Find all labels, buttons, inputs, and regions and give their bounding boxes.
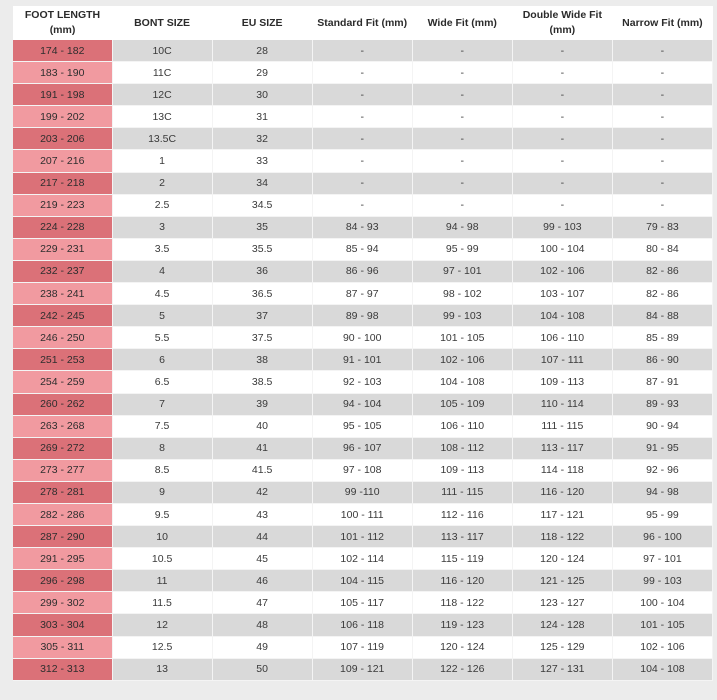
double-wide-fit-cell: 104 - 108 — [512, 305, 612, 327]
double-wide-fit-cell: 123 - 127 — [512, 592, 612, 614]
foot-length-cell: 246 - 250 — [13, 327, 112, 349]
eu-size-cell: 47 — [212, 592, 312, 614]
narrow-fit-cell: 95 - 99 — [612, 503, 712, 525]
foot-length-cell: 273 - 277 — [13, 459, 112, 481]
standard-fit-cell: 86 - 96 — [312, 260, 412, 282]
bont-size-cell: 7.5 — [112, 415, 212, 437]
foot-length-cell: 303 - 304 — [13, 614, 112, 636]
bont-size-cell: 3 — [112, 216, 212, 238]
narrow-fit-cell: 87 - 91 — [612, 371, 712, 393]
standard-fit-cell: 84 - 93 — [312, 216, 412, 238]
bont-size-cell: 3.5 — [112, 238, 212, 260]
foot-length-cell: 191 - 198 — [13, 84, 112, 106]
table-row — [13, 481, 713, 503]
wide-fit-cell: - — [412, 106, 512, 128]
standard-fit-cell: - — [312, 40, 412, 62]
bont-size-cell: 1 — [112, 150, 212, 172]
double-wide-fit-cell: - — [512, 62, 612, 84]
narrow-fit-cell: 100 - 104 — [612, 592, 712, 614]
foot-length-cell: 238 - 241 — [13, 283, 112, 305]
foot-length-cell: 229 - 231 — [13, 238, 112, 260]
eu-size-cell: 46 — [212, 570, 312, 592]
table-row — [13, 194, 713, 216]
table-header — [13, 6, 713, 40]
wide-fit-cell: 108 - 112 — [412, 437, 512, 459]
wide-fit-cell: 122 - 126 — [412, 658, 512, 680]
bont-size-cell: 11C — [112, 62, 212, 84]
wide-fit-cell: 118 - 122 — [412, 592, 512, 614]
table-row — [13, 62, 713, 84]
bont-size-cell: 6 — [112, 349, 212, 371]
table-row — [13, 327, 713, 349]
bont-size-cell: 5 — [112, 305, 212, 327]
bont-size-cell: 5.5 — [112, 327, 212, 349]
standard-fit-cell: - — [312, 128, 412, 150]
bont-size-cell: 13C — [112, 106, 212, 128]
narrow-fit-cell: 101 - 105 — [612, 614, 712, 636]
narrow-fit-cell: - — [612, 62, 712, 84]
double-wide-fit-cell: 125 - 129 — [512, 636, 612, 658]
foot-length-cell: 278 - 281 — [13, 481, 112, 503]
bont-size-cell: 8 — [112, 437, 212, 459]
eu-size-cell: 45 — [212, 548, 312, 570]
wide-fit-cell: 115 - 119 — [412, 548, 512, 570]
bont-size-cell: 6.5 — [112, 371, 212, 393]
double-wide-fit-cell: - — [512, 128, 612, 150]
bont-size-cell: 13.5C — [112, 128, 212, 150]
foot-length-cell: 174 - 182 — [13, 40, 112, 62]
table-row — [13, 371, 713, 393]
foot-length-cell: 299 - 302 — [13, 592, 112, 614]
wide-fit-cell: 112 - 116 — [412, 503, 512, 525]
foot-length-cell: 287 - 290 — [13, 526, 112, 548]
table-row — [13, 592, 713, 614]
bont-size-cell: 11.5 — [112, 592, 212, 614]
double-wide-fit-cell: - — [512, 84, 612, 106]
table-row — [13, 283, 713, 305]
table-row — [13, 437, 713, 459]
foot-length-cell: 305 - 311 — [13, 636, 112, 658]
bont-size-cell: 9 — [112, 481, 212, 503]
narrow-fit-cell: 90 - 94 — [612, 415, 712, 437]
table-row — [13, 658, 713, 680]
narrow-fit-cell: 96 - 100 — [612, 526, 712, 548]
wide-fit-cell: 98 - 102 — [412, 283, 512, 305]
table-row — [13, 349, 713, 371]
bont-size-cell: 2 — [112, 172, 212, 194]
table-row — [13, 503, 713, 525]
eu-size-cell: 38 — [212, 349, 312, 371]
table-row — [13, 305, 713, 327]
foot-length-cell: 291 - 295 — [13, 548, 112, 570]
standard-fit-cell: 96 - 107 — [312, 437, 412, 459]
size-chart-table — [13, 6, 713, 681]
table-row — [13, 614, 713, 636]
double-wide-fit-cell: 111 - 115 — [512, 415, 612, 437]
foot-length-cell: 254 - 259 — [13, 371, 112, 393]
foot-length-cell: 199 - 202 — [13, 106, 112, 128]
double-wide-fit-cell: 99 - 103 — [512, 216, 612, 238]
foot-length-cell: 203 - 206 — [13, 128, 112, 150]
narrow-fit-cell: 82 - 86 — [612, 260, 712, 282]
bont-size-cell: 10.5 — [112, 548, 212, 570]
foot-length-cell: 219 - 223 — [13, 194, 112, 216]
table-row — [13, 216, 713, 238]
eu-size-cell: 41 — [212, 437, 312, 459]
double-wide-fit-cell: 109 - 113 — [512, 371, 612, 393]
narrow-fit-cell: 94 - 98 — [612, 481, 712, 503]
eu-size-cell: 40 — [212, 415, 312, 437]
double-wide-fit-cell: 100 - 104 — [512, 238, 612, 260]
eu-size-cell: 34.5 — [212, 194, 312, 216]
narrow-fit-cell: 91 - 95 — [612, 437, 712, 459]
eu-size-cell: 41.5 — [212, 459, 312, 481]
wide-fit-cell: 116 - 120 — [412, 570, 512, 592]
table-row — [13, 636, 713, 658]
table-row — [13, 393, 713, 415]
double-wide-fit-cell: 113 - 117 — [512, 437, 612, 459]
double-wide-fit-cell: 102 - 106 — [512, 260, 612, 282]
standard-fit-cell: 97 - 108 — [312, 459, 412, 481]
standard-fit-cell: 87 - 97 — [312, 283, 412, 305]
double-wide-fit-cell: 120 - 124 — [512, 548, 612, 570]
foot-length-cell: 242 - 245 — [13, 305, 112, 327]
standard-fit-cell: 90 - 100 — [312, 327, 412, 349]
wide-fit-cell: - — [412, 62, 512, 84]
eu-size-cell: 37.5 — [212, 327, 312, 349]
standard-fit-cell: 95 - 105 — [312, 415, 412, 437]
wide-fit-cell: 97 - 101 — [412, 260, 512, 282]
bont-size-cell: 12.5 — [112, 636, 212, 658]
wide-fit-cell: - — [412, 194, 512, 216]
wide-fit-cell: 113 - 117 — [412, 526, 512, 548]
header-row — [13, 6, 713, 40]
header-wide-fit: Wide Fit (mm) — [412, 6, 512, 40]
narrow-fit-cell: 102 - 106 — [612, 636, 712, 658]
eu-size-cell: 34 — [212, 172, 312, 194]
narrow-fit-cell: 99 - 103 — [612, 570, 712, 592]
narrow-fit-cell: 80 - 84 — [612, 238, 712, 260]
narrow-fit-cell: - — [612, 106, 712, 128]
narrow-fit-cell: 97 - 101 — [612, 548, 712, 570]
wide-fit-cell: 94 - 98 — [412, 216, 512, 238]
standard-fit-cell: 91 - 101 — [312, 349, 412, 371]
table-row — [13, 40, 713, 62]
wide-fit-cell: 105 - 109 — [412, 393, 512, 415]
bont-size-cell: 8.5 — [112, 459, 212, 481]
table-row — [13, 260, 713, 282]
double-wide-fit-cell: 103 - 107 — [512, 283, 612, 305]
header-standard-fit: Standard Fit (mm) — [312, 6, 412, 40]
foot-length-cell: 207 - 216 — [13, 150, 112, 172]
eu-size-cell: 29 — [212, 62, 312, 84]
bont-size-cell: 12C — [112, 84, 212, 106]
eu-size-cell: 36.5 — [212, 283, 312, 305]
wide-fit-cell: - — [412, 150, 512, 172]
double-wide-fit-cell: 116 - 120 — [512, 481, 612, 503]
eu-size-cell: 36 — [212, 260, 312, 282]
bont-size-cell: 11 — [112, 570, 212, 592]
narrow-fit-cell: - — [612, 40, 712, 62]
double-wide-fit-cell: 127 - 131 — [512, 658, 612, 680]
wide-fit-cell: 111 - 115 — [412, 481, 512, 503]
table-row — [13, 150, 713, 172]
double-wide-fit-cell: - — [512, 172, 612, 194]
eu-size-cell: 43 — [212, 503, 312, 525]
header-eu-size: EU SIZE — [212, 6, 312, 40]
narrow-fit-cell: 86 - 90 — [612, 349, 712, 371]
narrow-fit-cell: 84 - 88 — [612, 305, 712, 327]
standard-fit-cell: 89 - 98 — [312, 305, 412, 327]
narrow-fit-cell: - — [612, 128, 712, 150]
standard-fit-cell: 109 - 121 — [312, 658, 412, 680]
wide-fit-cell: 120 - 124 — [412, 636, 512, 658]
double-wide-fit-cell: 107 - 111 — [512, 349, 612, 371]
eu-size-cell: 44 — [212, 526, 312, 548]
double-wide-fit-cell: - — [512, 40, 612, 62]
double-wide-fit-cell: - — [512, 194, 612, 216]
narrow-fit-cell: - — [612, 84, 712, 106]
eu-size-cell: 28 — [212, 40, 312, 62]
standard-fit-cell: 104 - 115 — [312, 570, 412, 592]
eu-size-cell: 31 — [212, 106, 312, 128]
bont-size-cell: 13 — [112, 658, 212, 680]
narrow-fit-cell: 79 - 83 — [612, 216, 712, 238]
header-double-wide-fit: Double Wide Fit (mm) — [512, 6, 612, 40]
bont-size-cell: 9.5 — [112, 503, 212, 525]
table-row — [13, 172, 713, 194]
double-wide-fit-cell: 124 - 128 — [512, 614, 612, 636]
bont-size-cell: 12 — [112, 614, 212, 636]
foot-length-cell: 251 - 253 — [13, 349, 112, 371]
narrow-fit-cell: - — [612, 172, 712, 194]
standard-fit-cell: 107 - 119 — [312, 636, 412, 658]
table-row — [13, 84, 713, 106]
narrow-fit-cell: 85 - 89 — [612, 327, 712, 349]
narrow-fit-cell: 92 - 96 — [612, 459, 712, 481]
table-row — [13, 106, 713, 128]
standard-fit-cell: - — [312, 106, 412, 128]
double-wide-fit-cell: 106 - 110 — [512, 327, 612, 349]
table-body — [13, 40, 713, 680]
wide-fit-cell: 104 - 108 — [412, 371, 512, 393]
double-wide-fit-cell: 121 - 125 — [512, 570, 612, 592]
eu-size-cell: 42 — [212, 481, 312, 503]
bont-size-cell: 10C — [112, 40, 212, 62]
table-row — [13, 570, 713, 592]
wide-fit-cell: 95 - 99 — [412, 238, 512, 260]
wide-fit-cell: 109 - 113 — [412, 459, 512, 481]
header-bont-size: BONT SIZE — [112, 6, 212, 40]
wide-fit-cell: 119 - 123 — [412, 614, 512, 636]
wide-fit-cell: - — [412, 40, 512, 62]
narrow-fit-cell: - — [612, 150, 712, 172]
eu-size-cell: 32 — [212, 128, 312, 150]
standard-fit-cell: - — [312, 62, 412, 84]
bont-size-cell: 2.5 — [112, 194, 212, 216]
eu-size-cell: 35.5 — [212, 238, 312, 260]
header-foot-length: FOOT LENGTH (mm) — [13, 6, 112, 40]
table-row — [13, 526, 713, 548]
narrow-fit-cell: 104 - 108 — [612, 658, 712, 680]
table-row — [13, 128, 713, 150]
standard-fit-cell: - — [312, 194, 412, 216]
table-row — [13, 415, 713, 437]
header-narrow-fit: Narrow Fit (mm) — [612, 6, 712, 40]
wide-fit-cell: 106 - 110 — [412, 415, 512, 437]
bont-size-cell: 10 — [112, 526, 212, 548]
standard-fit-cell: 101 - 112 — [312, 526, 412, 548]
standard-fit-cell: - — [312, 150, 412, 172]
wide-fit-cell: 99 - 103 — [412, 305, 512, 327]
table-row — [13, 238, 713, 260]
foot-length-cell: 183 - 190 — [13, 62, 112, 84]
standard-fit-cell: - — [312, 172, 412, 194]
eu-size-cell: 48 — [212, 614, 312, 636]
standard-fit-cell: 99 -110 — [312, 481, 412, 503]
wide-fit-cell: - — [412, 128, 512, 150]
standard-fit-cell: 105 - 117 — [312, 592, 412, 614]
standard-fit-cell: 85 - 94 — [312, 238, 412, 260]
wide-fit-cell: 101 - 105 — [412, 327, 512, 349]
standard-fit-cell: 106 - 118 — [312, 614, 412, 636]
standard-fit-cell: 92 - 103 — [312, 371, 412, 393]
eu-size-cell: 35 — [212, 216, 312, 238]
bont-size-cell: 4.5 — [112, 283, 212, 305]
wide-fit-cell: - — [412, 172, 512, 194]
foot-length-cell: 282 - 286 — [13, 503, 112, 525]
eu-size-cell: 39 — [212, 393, 312, 415]
double-wide-fit-cell: 118 - 122 — [512, 526, 612, 548]
eu-size-cell: 30 — [212, 84, 312, 106]
eu-size-cell: 38.5 — [212, 371, 312, 393]
narrow-fit-cell: 89 - 93 — [612, 393, 712, 415]
standard-fit-cell: 102 - 114 — [312, 548, 412, 570]
standard-fit-cell: 94 - 104 — [312, 393, 412, 415]
bont-size-cell: 4 — [112, 260, 212, 282]
narrow-fit-cell: 82 - 86 — [612, 283, 712, 305]
double-wide-fit-cell: - — [512, 150, 612, 172]
eu-size-cell: 49 — [212, 636, 312, 658]
bont-size-cell: 7 — [112, 393, 212, 415]
foot-length-cell: 260 - 262 — [13, 393, 112, 415]
foot-length-cell: 263 - 268 — [13, 415, 112, 437]
double-wide-fit-cell: 117 - 121 — [512, 503, 612, 525]
foot-length-cell: 217 - 218 — [13, 172, 112, 194]
narrow-fit-cell: - — [612, 194, 712, 216]
foot-length-cell: 296 - 298 — [13, 570, 112, 592]
table-row — [13, 548, 713, 570]
standard-fit-cell: 100 - 111 — [312, 503, 412, 525]
double-wide-fit-cell: 110 - 114 — [512, 393, 612, 415]
eu-size-cell: 33 — [212, 150, 312, 172]
wide-fit-cell: - — [412, 84, 512, 106]
table-row — [13, 459, 713, 481]
foot-length-cell: 232 - 237 — [13, 260, 112, 282]
foot-length-cell: 224 - 228 — [13, 216, 112, 238]
eu-size-cell: 50 — [212, 658, 312, 680]
eu-size-cell: 37 — [212, 305, 312, 327]
wide-fit-cell: 102 - 106 — [412, 349, 512, 371]
standard-fit-cell: - — [312, 84, 412, 106]
double-wide-fit-cell: - — [512, 106, 612, 128]
double-wide-fit-cell: 114 - 118 — [512, 459, 612, 481]
foot-length-cell: 312 - 313 — [13, 658, 112, 680]
foot-length-cell: 269 - 272 — [13, 437, 112, 459]
